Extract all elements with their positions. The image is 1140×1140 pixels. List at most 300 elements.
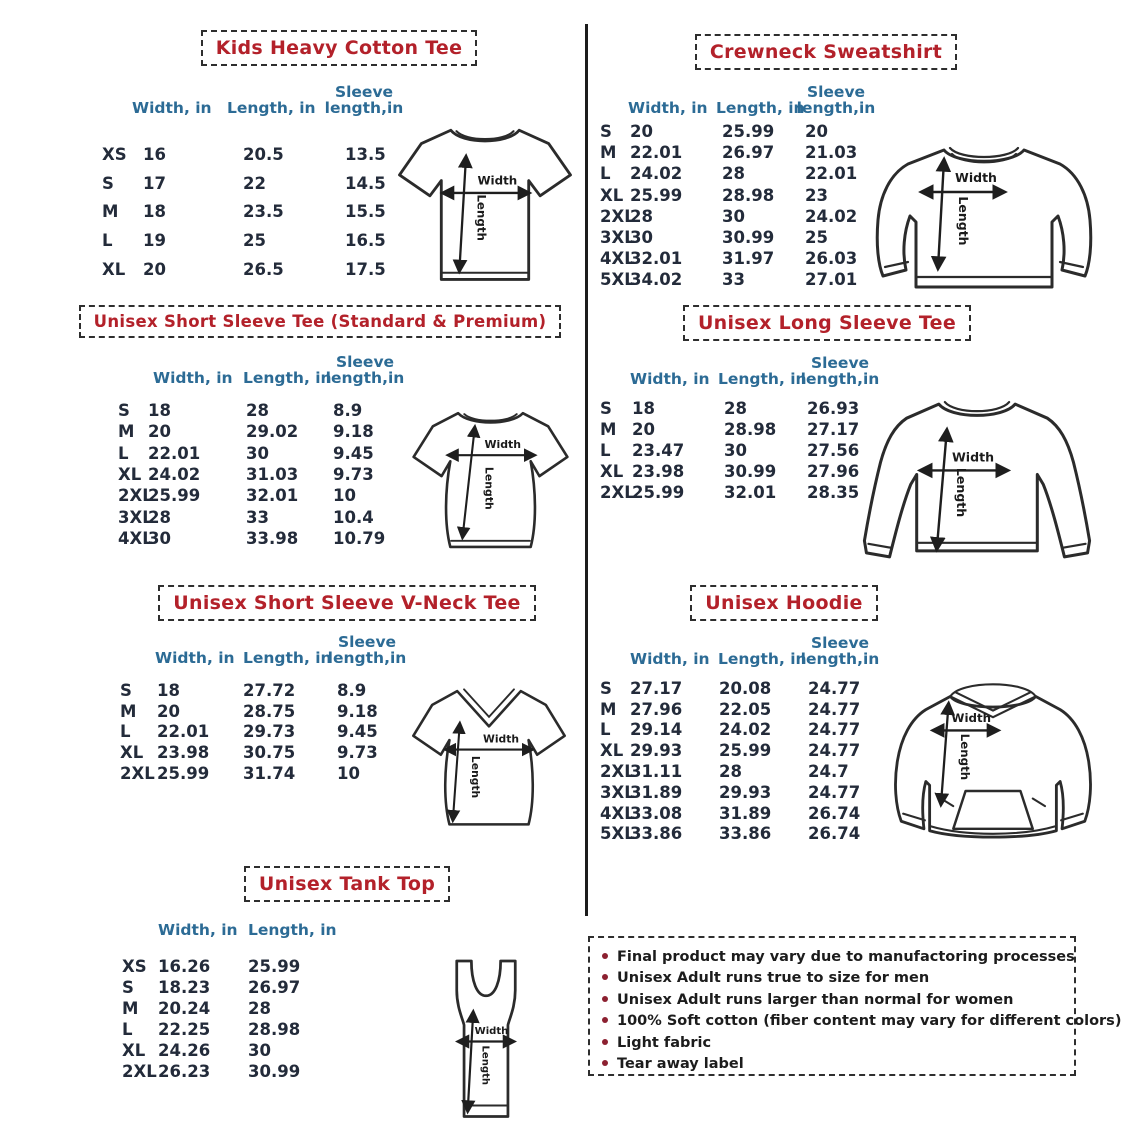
measurement-value: 9.18 [337, 701, 378, 721]
measurement-value: 30.99 [724, 461, 777, 481]
long-sleeve-tee-illustration [856, 382, 1098, 578]
panel-title-row [596, 305, 1108, 341]
column-header: Width, in [630, 370, 710, 388]
column-header: Length, in [248, 921, 337, 939]
note-item [602, 1054, 1062, 1075]
measurement-value: 24.02 [719, 720, 772, 740]
panel-unisex-short-sleeve-tee [78, 296, 586, 568]
table-body [600, 398, 887, 502]
bullet-icon [602, 996, 608, 1002]
measurement-value: 28.98 [724, 419, 777, 439]
measurement-value: 31.97 [722, 249, 775, 269]
column-header: Length, in [243, 369, 332, 387]
table-header-row [153, 341, 407, 387]
size-label: S [120, 680, 132, 700]
size-label: XL [600, 185, 624, 205]
measurement-value: 10.4 [333, 507, 374, 527]
size-row [122, 1019, 338, 1040]
measurement-value: 30.99 [248, 1062, 301, 1081]
column-header: Width, in [630, 650, 710, 668]
size-label: 4XL [600, 249, 635, 269]
measurement-value: 18 [157, 680, 180, 700]
note-text: Final product may vary due to manufactoring processes [617, 949, 1075, 965]
column-header: Sleeve length,in [796, 82, 876, 118]
length-label: Length [468, 755, 482, 799]
measurement-value: 17 [143, 173, 166, 193]
bullet-icon [602, 1039, 608, 1045]
measurement-value: 10 [333, 486, 356, 506]
column-header: Length, in [718, 370, 807, 388]
measurement-value: 20 [630, 122, 653, 142]
size-label: L [102, 231, 113, 251]
column-header: Width, in [155, 649, 235, 667]
measurement-value: 22 [243, 173, 266, 193]
size-label: 2XL [120, 764, 155, 784]
size-label: 2XL [118, 486, 153, 506]
table-header-row [630, 342, 882, 388]
length-label: Length [479, 1045, 491, 1086]
measurement-value: 28 [630, 206, 653, 226]
size-row [118, 400, 413, 421]
column-header: Sleeve length,in [800, 353, 880, 389]
size-label: 3XL [600, 782, 635, 802]
size-label: XS [122, 957, 147, 976]
measurement-value: 28 [722, 164, 745, 184]
measurement-value: 28 [724, 398, 747, 418]
measurement-value: 18 [143, 202, 166, 222]
measurement-value: 18 [632, 398, 655, 418]
size-row [118, 421, 413, 442]
panel-kids-heavy-cotton-tee [78, 25, 586, 297]
measurement-value: 30 [722, 206, 745, 226]
size-row [600, 678, 888, 699]
panel-unisex-hoodie [596, 576, 1108, 848]
measurement-value: 20 [632, 419, 655, 439]
column-header: Width, in [132, 99, 212, 117]
size-row [600, 398, 887, 419]
size-label: L [120, 722, 131, 742]
size-row [600, 482, 887, 503]
hoodie-illustration [884, 668, 1102, 843]
size-row [118, 485, 413, 506]
length-label: Length [474, 194, 489, 241]
note-item [602, 947, 1075, 968]
size-row [118, 443, 413, 464]
measurement-value: 32.01 [724, 482, 777, 502]
measurement-value: 10.79 [333, 528, 386, 548]
measurement-value: 28.98 [722, 185, 775, 205]
size-label: M [118, 422, 135, 442]
panel-title-row [78, 305, 586, 338]
measurement-value: 10 [337, 764, 360, 784]
bullet-icon [602, 953, 608, 959]
column-header: Width, in [153, 369, 233, 387]
size-label: M [600, 143, 617, 163]
measurement-value: 25.99 [248, 957, 301, 976]
size-row [600, 782, 888, 803]
size-row [600, 269, 885, 290]
panel-title: Kids Heavy Cotton Tee [201, 30, 478, 66]
panel-title: Unisex Hoodie [690, 585, 877, 621]
measurement-value: 18.23 [158, 978, 211, 997]
measurement-value: 27.56 [807, 440, 860, 460]
size-row [102, 226, 425, 255]
panel-title-row [596, 585, 1108, 621]
measurement-value: 23.98 [157, 743, 210, 763]
measurement-value: 26.03 [805, 249, 858, 269]
size-row [600, 824, 888, 845]
width-label: Width [951, 710, 992, 725]
measurement-value: 32.01 [630, 249, 683, 269]
measurement-value: 15.5 [345, 202, 386, 222]
size-label: S [600, 122, 612, 142]
size-row [122, 1040, 338, 1061]
measurement-value: 28.35 [807, 482, 860, 502]
tank-drawing [422, 950, 550, 1133]
table-body [600, 121, 885, 291]
measurement-value: 24.02 [630, 164, 683, 184]
table-body [122, 956, 338, 1082]
size-label: S [122, 978, 134, 997]
table-body [120, 680, 417, 784]
measurement-value: 29.93 [719, 782, 772, 802]
measurement-value: 25.99 [148, 486, 201, 506]
longsleeve-drawing [856, 382, 1098, 578]
measurement-value: 30.99 [722, 228, 775, 248]
measurement-value: 25 [243, 231, 266, 251]
fitted-tee-illustration [403, 394, 578, 560]
measurement-value: 30 [248, 1041, 271, 1060]
measurement-value: 18 [148, 401, 171, 421]
panel-title: Unisex Short Sleeve Tee (Standard & Premium) [79, 305, 562, 338]
measurement-value: 23 [805, 185, 828, 205]
size-label: 2XL [122, 1062, 157, 1081]
kids-tee-illustration [390, 111, 580, 292]
measurement-value: 9.73 [333, 465, 374, 485]
measurement-value: 8.9 [333, 401, 363, 421]
size-row [122, 977, 338, 998]
measurement-value: 22.05 [719, 699, 772, 719]
panel-title: Unisex Long Sleeve Tee [683, 305, 971, 341]
size-row [600, 803, 888, 824]
measurement-value: 33.86 [630, 824, 683, 844]
column-header: Sleeve length,in [327, 632, 407, 668]
width-label: Width [955, 170, 997, 185]
v-neck-tee-illustration [403, 672, 575, 840]
measurement-value: 19 [143, 231, 166, 251]
measurement-value: 26.74 [808, 824, 861, 844]
crewneck-illustration [864, 126, 1104, 301]
measurement-value: 9.45 [333, 443, 374, 463]
size-label: S [600, 398, 612, 418]
size-row [122, 956, 338, 977]
panel-title: Unisex Tank Top [244, 866, 450, 902]
tshirt-drawing [390, 111, 580, 292]
size-row [120, 680, 417, 701]
measurement-value: 30.75 [243, 743, 296, 763]
measurement-value: 20 [157, 701, 180, 721]
measurement-value: 9.73 [337, 743, 378, 763]
size-label: XS [102, 144, 127, 164]
size-row [600, 142, 885, 163]
measurement-value: 31.89 [630, 782, 683, 802]
measurement-value: 23.5 [243, 202, 284, 222]
size-row [600, 761, 888, 782]
size-row [102, 255, 425, 284]
size-label: 5XL [600, 824, 635, 844]
panel-crewneck-sweatshirt [596, 25, 1108, 297]
measurement-value: 34.02 [630, 270, 683, 290]
size-label: 5XL [600, 270, 635, 290]
measurement-value: 24.77 [808, 699, 861, 719]
measurement-value: 24.77 [808, 720, 861, 740]
measurement-value: 25.99 [719, 741, 772, 761]
measurement-value: 26.74 [808, 803, 861, 823]
note-text: Light fabric [617, 1034, 712, 1051]
measurement-value: 24.7 [808, 762, 849, 782]
size-row [600, 206, 885, 227]
length-label: Length [482, 466, 496, 510]
size-row [120, 701, 417, 722]
measurement-value: 28.75 [243, 701, 296, 721]
size-label: 4XL [118, 528, 153, 548]
measurement-value: 27.17 [807, 419, 860, 439]
measurement-value: 22.01 [805, 164, 858, 184]
note-item [602, 968, 1062, 989]
measurement-value: 26.97 [722, 143, 775, 163]
column-header: Length, in [227, 99, 316, 117]
measurement-value: 16.26 [158, 957, 211, 976]
size-row [120, 742, 417, 763]
measurement-value: 27.96 [807, 461, 860, 481]
size-row [600, 163, 885, 184]
measurement-value: 22.01 [157, 722, 210, 742]
size-row [600, 461, 887, 482]
measurement-value: 28 [246, 401, 269, 421]
note-item [602, 1011, 1122, 1032]
size-label: M [600, 419, 617, 439]
measurement-value: 33.86 [719, 824, 772, 844]
measurement-value: 25.99 [630, 185, 683, 205]
measurement-value: 31.11 [630, 762, 683, 782]
note-text: Unisex Adult runs larger than normal for women [617, 991, 1014, 1008]
size-label: L [600, 720, 611, 740]
panel-unisex-tank-top [78, 856, 586, 1128]
size-row [600, 121, 885, 142]
measurement-value: 26.97 [248, 978, 301, 997]
size-label: S [118, 401, 130, 421]
measurement-value: 27.96 [630, 699, 683, 719]
hoodie-drawing [884, 668, 1102, 843]
size-label: 2XL [600, 206, 635, 226]
length-label: Length [953, 467, 969, 518]
tshirt-drawing [403, 394, 578, 560]
size-row [122, 1061, 338, 1082]
product-notes-box [588, 936, 1122, 1076]
size-row [102, 198, 425, 227]
tank-top-illustration [422, 950, 550, 1133]
size-row [600, 419, 887, 440]
measurement-value: 27.72 [243, 680, 296, 700]
measurement-value: 9.45 [337, 722, 378, 742]
size-label: XL [122, 1041, 146, 1060]
size-row [600, 440, 887, 461]
panel-title: Crewneck Sweatshirt [695, 34, 957, 70]
note-text: Unisex Adult runs true to size for men [617, 970, 930, 987]
table-header-row [158, 893, 348, 939]
column-header: Sleeve length,in [325, 352, 405, 388]
measurement-value: 25.99 [722, 122, 775, 142]
size-label: XL [118, 465, 142, 485]
width-label: Width [477, 173, 518, 188]
measurement-value: 16 [143, 144, 166, 164]
note-item [602, 1033, 1062, 1054]
size-row [600, 248, 885, 269]
measurement-value: 33.08 [630, 803, 683, 823]
measurement-value: 20.5 [243, 144, 284, 164]
measurement-value: 20 [143, 260, 166, 280]
measurement-value: 27.17 [630, 678, 683, 698]
size-label: 3XL [118, 507, 153, 527]
size-label: 2XL [600, 482, 635, 502]
measurement-value: 26.5 [243, 260, 284, 280]
width-label: Width [483, 732, 520, 746]
measurement-value: 9.18 [333, 422, 374, 442]
size-label: XL [120, 743, 144, 763]
measurement-value: 25.99 [632, 482, 685, 502]
table-header-row [155, 621, 409, 667]
size-label: L [122, 1020, 133, 1039]
size-row [120, 722, 417, 743]
size-row [120, 763, 417, 784]
panel-unisex-long-sleeve-tee [596, 296, 1108, 568]
table-body [600, 678, 888, 844]
size-label: M [122, 999, 139, 1018]
size-label: XL [102, 260, 126, 280]
size-row [102, 140, 425, 169]
measurement-value: 33.98 [246, 528, 299, 548]
size-label: 3XL [600, 228, 635, 248]
table-body [118, 400, 413, 549]
size-row [600, 740, 888, 761]
panel-unisex-v-neck-tee [78, 576, 586, 848]
measurement-value: 22.25 [158, 1020, 211, 1039]
table-header-row [132, 71, 406, 117]
measurement-value: 30 [246, 443, 269, 463]
measurement-value: 24.77 [808, 782, 861, 802]
panel-title-row [78, 585, 586, 621]
table-header-row [630, 622, 882, 668]
measurement-value: 17.5 [345, 260, 386, 280]
size-row [600, 185, 885, 206]
measurement-value: 13.5 [345, 144, 386, 164]
panel-title: Unisex Short Sleeve V-Neck Tee [158, 585, 535, 621]
measurement-value: 25.99 [157, 764, 210, 784]
tshirt-drawing [403, 672, 575, 840]
size-row [102, 169, 425, 198]
measurement-value: 24.02 [148, 465, 201, 485]
measurement-value: 30 [724, 440, 747, 460]
measurement-value: 33 [722, 270, 745, 290]
column-header: Sleeve length,in [324, 82, 404, 118]
measurement-value: 22.01 [630, 143, 683, 163]
measurement-value: 28.98 [248, 1020, 301, 1039]
measurement-value: 26.23 [158, 1062, 211, 1081]
measurement-value: 29.73 [243, 722, 296, 742]
measurement-value: 24.77 [808, 678, 861, 698]
measurement-value: 31.74 [243, 764, 296, 784]
measurement-value: 20.08 [719, 678, 772, 698]
measurement-value: 28 [148, 507, 171, 527]
measurement-value: 16.5 [345, 231, 386, 251]
size-label: XL [600, 741, 624, 761]
width-label: Width [951, 449, 995, 465]
measurement-value: 23.47 [632, 440, 685, 460]
measurement-value: 31.03 [246, 465, 299, 485]
measurement-value: 20 [148, 422, 171, 442]
sweatshirt-drawing [864, 126, 1104, 301]
size-row [600, 699, 888, 720]
measurement-value: 31.89 [719, 803, 772, 823]
size-label: M [120, 701, 137, 721]
size-label: L [600, 164, 611, 184]
measurement-value: 30 [630, 228, 653, 248]
column-header: Width, in [628, 99, 708, 117]
measurement-value: 29.93 [630, 741, 683, 761]
panel-title-row [78, 30, 586, 66]
table-header-row [628, 71, 878, 117]
measurement-value: 24.77 [808, 741, 861, 761]
size-label: L [600, 440, 611, 460]
size-label: 2XL [600, 762, 635, 782]
column-header: Width, in [158, 921, 238, 939]
table-body [102, 140, 425, 284]
measurement-value: 24.02 [805, 206, 858, 226]
measurement-value: 24.26 [158, 1041, 211, 1060]
measurement-value: 28 [719, 762, 742, 782]
column-header: Length, in [716, 99, 805, 117]
size-label: M [600, 699, 617, 719]
size-label: 4XL [600, 803, 635, 823]
measurement-value: 27.01 [805, 270, 858, 290]
size-row [600, 720, 888, 741]
measurement-value: 23.98 [632, 461, 685, 481]
size-label: M [102, 202, 119, 222]
length-label: Length [957, 733, 972, 781]
note-item [602, 990, 1062, 1011]
size-row [118, 528, 413, 549]
column-header: Length, in [718, 650, 807, 668]
measurement-value: 8.9 [337, 680, 367, 700]
column-header: Length, in [243, 649, 332, 667]
column-header: Sleeve length,in [800, 633, 880, 669]
measurement-value: 30 [148, 528, 171, 548]
bullet-icon [602, 974, 608, 980]
size-label: XL [600, 461, 624, 481]
measurement-value: 21.03 [805, 143, 858, 163]
measurement-value: 22.01 [148, 443, 201, 463]
measurement-value: 20.24 [158, 999, 211, 1018]
length-label: Length [956, 196, 971, 246]
measurement-value: 14.5 [345, 173, 386, 193]
bullet-icon [602, 1017, 608, 1023]
measurement-value: 32.01 [246, 486, 299, 506]
measurement-value: 25 [805, 228, 828, 248]
size-label: L [118, 443, 129, 463]
panel-title-row [596, 34, 1108, 70]
measurement-value: 26.93 [807, 398, 860, 418]
measurement-value: 28 [248, 999, 271, 1018]
